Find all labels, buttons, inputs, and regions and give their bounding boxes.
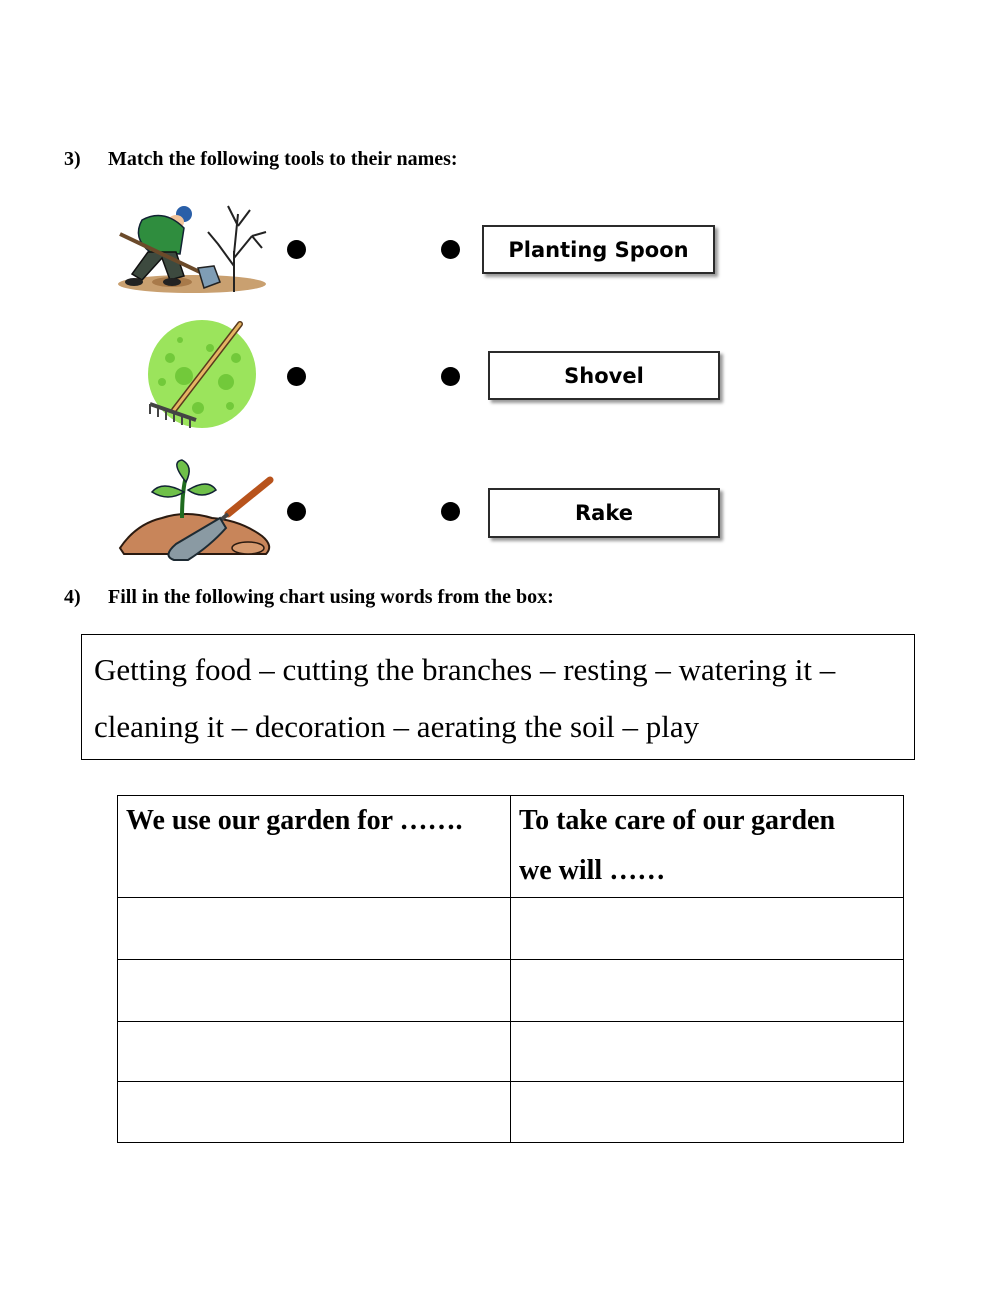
answer-cell-use-4[interactable] (118, 1082, 511, 1143)
name-box-shovel[interactable]: Shovel (488, 351, 720, 400)
left-match-dot-2[interactable] (287, 367, 306, 386)
answer-cell-care-3[interactable] (511, 1022, 904, 1082)
rake-image (140, 318, 260, 434)
answer-cell-use-3[interactable] (118, 1022, 511, 1082)
right-match-dot-3[interactable] (441, 502, 460, 521)
table-header-row (118, 796, 904, 898)
name-box-rake[interactable]: Rake (488, 488, 720, 538)
left-match-dot-1[interactable] (287, 240, 306, 259)
col2-header-line-2: we will …… (519, 855, 666, 886)
right-match-dot-2[interactable] (441, 367, 460, 386)
gardener-shovel-image (112, 196, 272, 296)
planting-spoon-image (116, 456, 276, 562)
table-row (118, 898, 904, 960)
word-box-line-1: Getting food – cutting the branches – resting – watering it – (94, 652, 836, 687)
answer-cell-care-2[interactable] (511, 960, 904, 1022)
right-match-dot-1[interactable] (441, 240, 460, 259)
q4-heading (64, 586, 554, 609)
word-box (81, 634, 915, 760)
answer-cell-use-2[interactable] (118, 960, 511, 1022)
answer-cell-use-1[interactable] (118, 898, 511, 960)
table-row (118, 1022, 904, 1082)
col1-header (118, 796, 511, 898)
left-match-dot-3[interactable] (287, 502, 306, 521)
answer-cell-care-1[interactable] (511, 898, 904, 960)
table-row (118, 960, 904, 1022)
q3-number: 3) (64, 148, 81, 170)
word-box-line-2: cleaning it – decoration – aerating the soil – play (94, 709, 700, 744)
col2-header (511, 796, 904, 898)
col1-header-text: We use our garden for ……. (126, 805, 463, 836)
answer-cell-care-4[interactable] (511, 1082, 904, 1143)
q3-heading (64, 148, 458, 171)
q4-heading-text: Fill in the following chart using words from the box: (108, 586, 554, 608)
q4-number: 4) (64, 586, 81, 608)
col2-header-line-1: To take care of our garden (519, 805, 836, 836)
garden-chart-table (117, 795, 904, 1143)
table-row (118, 1082, 904, 1143)
q3-heading-text: Match the following tools to their names: (108, 148, 458, 170)
name-box-planting-spoon[interactable]: Planting Spoon (482, 225, 715, 274)
